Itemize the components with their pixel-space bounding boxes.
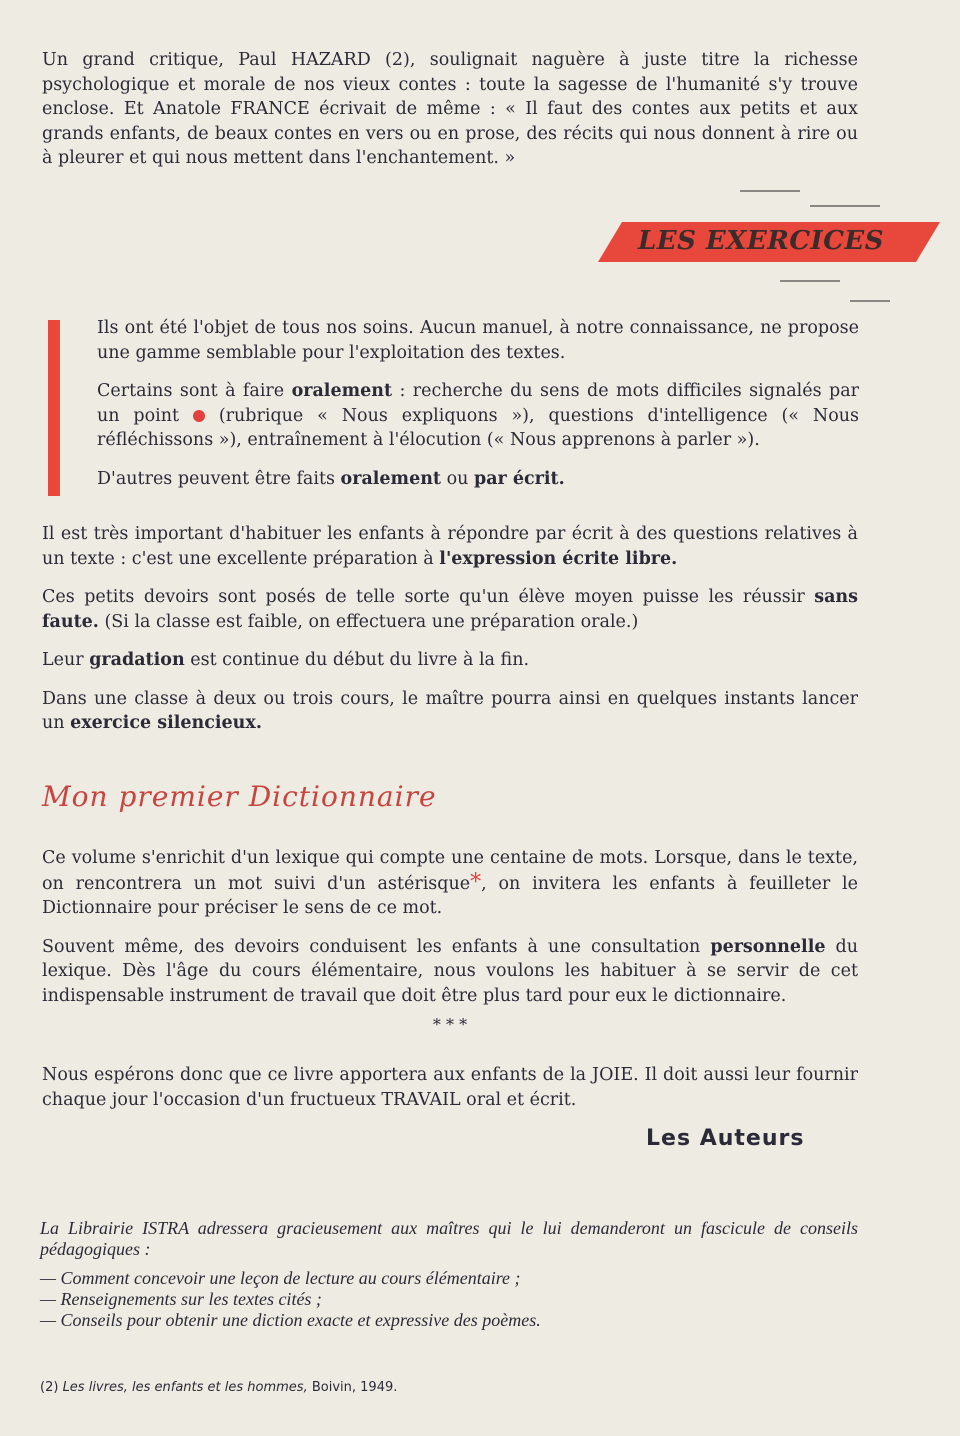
paragraph [42,648,858,673]
note-item: — Comment concevoir une leçon de lecture au cours élémentaire ; [40,1268,521,1288]
paragraph [42,522,858,571]
paragraph [42,585,858,634]
text: du lexique. Dès l'âge du cours élémentaire, nous voulons les habituer à se servir de cet indispensable instrument de travail que doit être plus tard pour eux le dictionnaire. [42,936,858,1006]
dictionnaire-heading: Mon premier Dictionnaire [42,780,437,813]
text: Ils ont été l'objet de tous nos soins. Aucun manuel, à notre connaissance, ne propose une gamme semblable pour l'exploitation des textes. [97,318,859,363]
paragraph [42,1063,858,1112]
text: , on invitera les enfants à feuilleter le Dictionnaire pour préciser le sens de ce mot. [42,873,858,918]
intro-section [42,48,858,185]
bold-text: personnelle [710,936,826,957]
text: Dans une classe à deux ou trois cours, le maître pourra ainsi en quelques instants lancer un [42,688,858,733]
footnote-rest: Boivin, 1949. [311,1380,398,1395]
exercices-indented [97,316,859,505]
footnote [40,1380,397,1395]
paragraph [42,687,858,736]
bold-text: par écrit. [473,468,565,489]
paragraph [42,48,858,171]
note-item: — Renseignements sur les textes cités ; [40,1289,322,1309]
text: Nous espérons donc que ce livre apportera aux enfants de la JOIE. Il doit aussi leur fournir chaque jour l'occasion d'un fructueux TRAVAIL oral et écrit. [42,1065,858,1110]
text: (rubrique « Nous expliquons »), questions d'intelligence (« Nous réfléchissons »), entraînement à l'élocution (« Nous apprenons à parler »). [97,405,859,450]
text: : recherche du sens de mots difficiles signalés par un point [97,381,859,426]
asterisk-icon: * [470,869,482,895]
text: Souvent même, des devoirs conduisent les enfants à une consultation [42,936,711,957]
bold-text: oralement [291,381,393,401]
text: Il est très important d'habituer les enfants à répondre par écrit à des questions relatives à un texte : c'est une excellente préparation à [42,524,858,569]
text: Un grand critique, Paul HAZARD (2), soulignait naguère à juste titre la richesse psychologique et morale de nos vieux contes : toute la sagesse de l'humanité s'y trouve enclose. Et Anatole FRANCE écrivait de même : « Il faut des contes aux petits et aux grands enfants, de beaux contes en vers ou en prose, des récits qui nous donnent à rire ou à pleurer et qui nous mettent dans l'enchantement. » [42,50,858,168]
text: est continue du début du livre à la fin. [184,650,530,670]
text: D'autres peuvent être faits [97,468,341,489]
paragraph [97,316,859,365]
note-text: La Librairie ISTRA adressera gracieusement aux maîtres qui le lui demanderont un fascicule de conseils pédagogiques : [40,1218,858,1259]
text: (Si la classe est faible, on effectuera une préparation orale.) [98,611,639,632]
footnote-title: Les livres, les enfants et les hommes, [62,1380,308,1395]
paragraph [42,846,858,921]
bold-text: exercice silencieux. [70,713,262,733]
text: Leur [42,650,90,670]
text: ou [441,468,474,489]
bold-text: l'expression écrite libre. [439,548,678,569]
text: Ces petits devoirs sont posés de telle sorte qu'un élève moyen puisse les réussir [42,587,815,607]
text: Certains sont à faire [97,381,292,401]
publisher-note [40,1218,858,1331]
section-separator-stars: * * * [432,1015,468,1034]
banner-title: LES EXERCICES [638,226,884,256]
note-item: — Conseils pour obtenir une diction exacte et expressive des poèmes. [40,1310,541,1330]
closing-section [42,1063,858,1126]
bold-text: sans faute. [42,587,858,632]
bold-text: oralement [340,468,442,489]
footnote-marker: (2) [40,1380,59,1395]
exercices-paragraphs [42,522,858,750]
exercices-banner [598,222,940,262]
paragraph [97,467,859,492]
signature: Les Auteurs [646,1126,805,1151]
text: Ce volume s'enrichit d'un lexique qui compte une centaine de mots. Lorsque, dans le texte, on rencontrera un mot suivi d'un astérisque [42,848,858,894]
dictionnaire-paragraphs [42,846,858,1022]
red-margin-bar [48,320,60,496]
paragraph [97,379,859,453]
red-dot-icon [193,410,205,422]
paragraph [42,935,858,1009]
bold-text: gradation [89,650,185,670]
